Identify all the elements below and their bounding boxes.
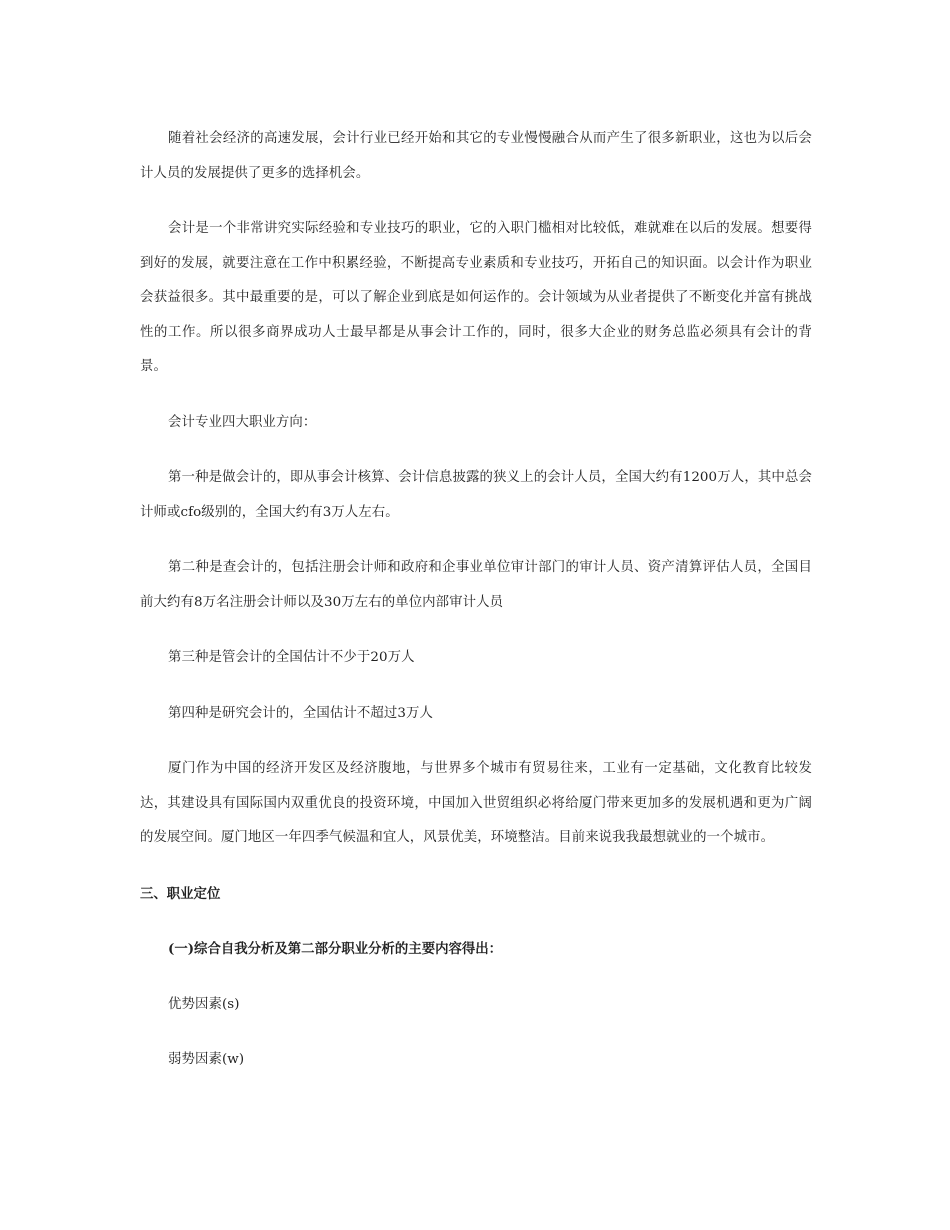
paragraph-intro: 随着社会经济的高速发展，会计行业已经开始和其它的专业慢慢融合从而产生了很多新职业，这也为以后会计人员的发展提供了更多的选择机会。	[140, 131, 812, 181]
list-item-strengths: 优势因素(s)	[168, 996, 240, 1012]
document-body	[140, 122, 812, 1099]
paragraph-four-directions: 会计专业四大职业方向：	[168, 414, 317, 430]
paragraph-direction-three: 第三种是管会计的全国估计不少于20万人	[168, 650, 415, 665]
section-heading: 三、职业定位	[140, 885, 221, 902]
paragraph-accounting-career: 会计是一个非常讲究实际经验和专业技巧的职业，它的入职门槛相对比较低，难就难在以后的发展。想要得到好的发展，就要注意在工作中积累经验，不断提高专业素质和专业技巧，开拓自己的知识面。以会计作为职业会获益很多。其中最重要的是，可以了解企业到底是如何运作的。会计领域为从业者提供了不断变化并富有挑战性的工作。所以很多商界成功人士最早都是从事会计工作的，同时，很多大企业的财务总监必须具有会计的背景。	[140, 221, 812, 374]
paragraph-direction-two: 第二种是查会计的，包括注册会计师和政府和企事业单位审计部门的审计人员、资产清算评估人员，全国目前大约有8万名注册会计师以及30万左右的单位内部审计人员	[140, 560, 812, 610]
paragraph-direction-four: 第四种是研究会计的，全国估计不超过3万人	[168, 705, 433, 721]
paragraph-direction-one: 第一种是做会计的，即从事会计核算、会计信息披露的狭义上的会计人员，全国大约有1200万人，其中总会计师或cfo级别的，全国大约有3万人左右。	[140, 470, 812, 520]
subsection-heading: (一)综合自我分析及第二部分职业分析的主要内容得出：	[168, 941, 503, 957]
paragraph-xiamen: 厦门作为中国的经济开发区及经济腹地，与世界多个城市有贸易往来，工业有一定基础，文化教育比较发达，其建设具有国际国内双重优良的投资环境，中国加入世贸组织必将给厦门带来更加多的发展机遇和更为广阔的发展空间。厦门地区一年四季气候温和宜人，风景优美，环境整洁。目前来说我我最想就业的一个城市。	[140, 761, 812, 845]
list-item-weaknesses: 弱势因素(w)	[168, 1052, 245, 1067]
